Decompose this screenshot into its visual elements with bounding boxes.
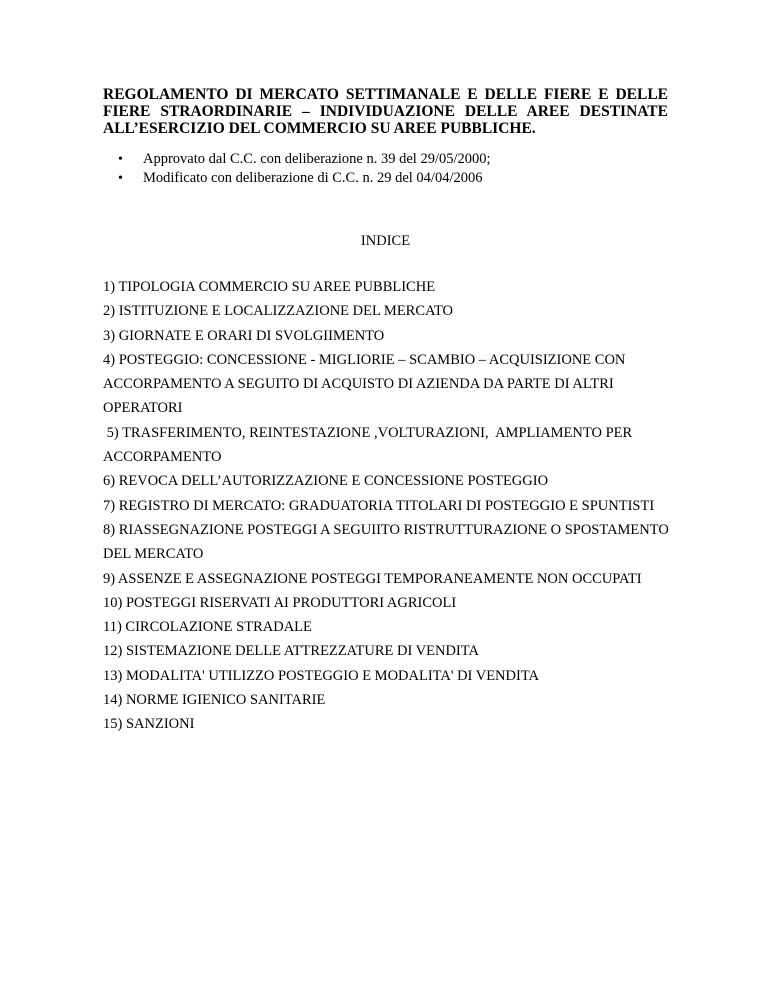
toc-line: 4) POSTEGGIO: CONCESSIONE - MIGLIORIE – SCAMBIO – ACQUISIZIONE CON	[103, 351, 626, 368]
toc-line: DEL MERCATO	[103, 546, 204, 563]
approval-notes-list	[103, 150, 668, 188]
toc-line: 11) CIRCOLAZIONE STRADALE	[103, 619, 312, 636]
bullet-icon: •	[118, 171, 123, 186]
index-heading: INDICE	[360, 233, 411, 249]
toc-line: 12) SISTEMAZIONE DELLE ATTREZZATURE DI VENDITA	[103, 643, 479, 660]
toc-line: 6) REVOCA DELL’AUTORIZZAZIONE E CONCESSIONE POSTEGGIO	[103, 473, 549, 490]
toc-line: 14) NORME IGIENICO SANITARIE	[103, 692, 326, 709]
toc-line: 3) GIORNATE E ORARI DI SVOLGIIMENTO	[103, 327, 385, 344]
toc-line: 7) REGISTRO DI MERCATO: GRADUATORIA TITOLARI DI POSTEGGIO E SPUNTISTI	[103, 497, 655, 514]
approval-note-text: Approvato dal C.C. con deliberazione n. 39 del 29/05/2000;	[143, 151, 491, 167]
toc-line: OPERATORI	[103, 400, 183, 417]
toc-line: 15) SANZIONI	[103, 716, 195, 733]
toc-line: 2) ISTITUZIONE E LOCALIZZAZIONE DEL MERCATO	[103, 303, 453, 320]
toc-line: 9) ASSENZE E ASSEGNAZIONE POSTEGGI TEMPORANEAMENTE NON OCCUPATI	[103, 570, 642, 587]
toc-line: 13) MODALITA' UTILIZZO POSTEGGIO E MODALITA' DI VENDITA	[103, 667, 539, 684]
modification-note-text: Modificato con deliberazione di C.C. n. 29 del 04/04/2006	[143, 170, 483, 186]
toc-line: 8) RIASSEGNAZIONE POSTEGGI A SEGUIITO RISTRUTTURAZIONE O SPOSTAMENTO	[103, 521, 669, 538]
toc-line: 10) POSTEGGI RISERVATI AI PRODUTTORI AGRICOLI	[103, 594, 457, 611]
table-of-contents	[103, 275, 668, 737]
bullet-icon: •	[118, 152, 123, 167]
approval-note	[103, 150, 668, 169]
toc-line: ACCORPAMENTO A SEGUITO DI ACQUISTO DI AZIENDA DA PARTE DI ALTRI	[103, 376, 614, 393]
toc-line: 5) TRASFERIMENTO, REINTESTAZIONE ,VOLTURAZIONI, AMPLIAMENTO PER	[103, 424, 633, 441]
toc-line: 1) TIPOLOGIA COMMERCIO SU AREE PUBBLICHE	[103, 279, 436, 295]
modification-note	[103, 169, 668, 188]
document-title: REGOLAMENTO DI MERCATO SETTIMANALE E DELLE FIERE E DELLE FIERE STRAORDINARIE – INDIVIDUAZIONE DELLE AREE DESTINATE ALL’ESERCIZIO DEL COMMERCIO SU AREE PUBBLICHE.	[103, 86, 668, 137]
toc-line: ACCORPAMENTO	[103, 449, 222, 466]
